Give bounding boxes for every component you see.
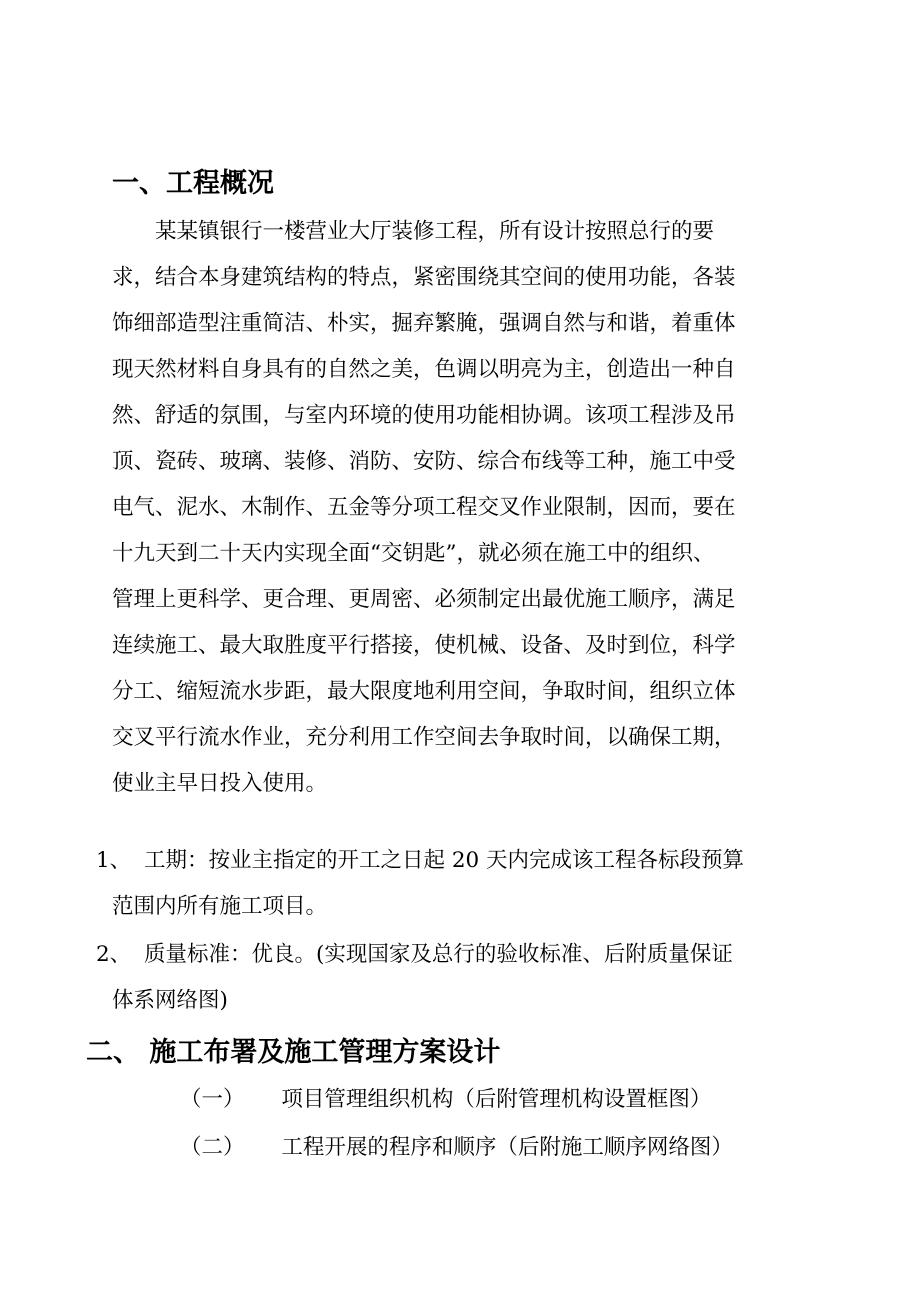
paragraph-line: 电气、泥水、木制作、五金等分项工程交叉作业限制，因而，要在 [112,495,736,520]
list-item-quality [96,932,796,1024]
subitem-number: （二） [180,1135,245,1160]
subitem-text: 项目管理组织机构（后附管理机构设置框图） [281,1087,712,1112]
paragraph-line: 现天然材料自身具有的自然之美，色调以明亮为主，创造出一种自 [112,357,736,382]
paragraph-line: 交叉平行流水作业，充分利用工作空间去争取时间，以确保工期， [112,725,736,750]
section-heading-overview: 一、工程概况 [112,168,274,199]
list-item-text-continued: 范围内所有施工项目。 [112,894,328,919]
section-heading-construction-plan: 二、 施工布署及施工管理方案设计 [86,1037,501,1068]
paragraph-line: 十九天到二十天内实现全面“交钥匙”，就必须在施工中的组织、 [112,541,715,566]
paragraph-line: 分工、缩短流水步距，最大限度地利用空间，争取时间，组织立体 [112,679,736,704]
paragraph-line: 管理上更科学、更合理、更周密、必须制定出最优施工顺序，满足 [112,587,736,612]
paragraph-line: 求，结合本身建筑结构的特点，紧密围绕其空间的使用功能，各装 [112,265,736,290]
overview-paragraph [112,209,788,807]
list-item-number: 2、 [96,942,132,967]
paragraph-line: 某某镇银行一楼营业大厅装修工程，所有设计按照总行的要 [112,219,715,244]
subitem-number: （一） [180,1087,245,1112]
subitem-sequence [180,1128,733,1168]
list-item-duration [96,838,796,930]
paragraph-line: 顶、瓷砖、玻璃、装修、消防、安防、综合布线等工种，施工中受 [112,449,736,474]
paragraph-line: 饰细部造型注重简洁、朴实，掘弃繁腌，强调自然与和谐，着重体 [112,311,736,336]
list-item-text: 工期：按业主指定的开工之日起 20 天内完成该工程各标段预算 [144,848,745,873]
list-item-text-continued: 体系网络图) [112,988,228,1013]
list-item-number: 1、 [96,848,132,873]
paragraph-line: 连续施工、最大取胜度平行搭接，使机械、设备、及时到位，科学 [112,633,736,658]
paragraph-line: 然、舒适的氛围，与室内环境的使用功能相协调。该项工程涉及吊 [112,403,736,428]
subitem-text: 工程开展的程序和顺序（后附施工顺序网络图） [281,1135,733,1160]
subitem-organization [180,1080,711,1120]
list-item-text: 质量标准：优良。(实现国家及总行的验收标准、后附质量保证 [144,942,733,967]
paragraph-line: 使业主早日投入使用。 [112,771,328,796]
